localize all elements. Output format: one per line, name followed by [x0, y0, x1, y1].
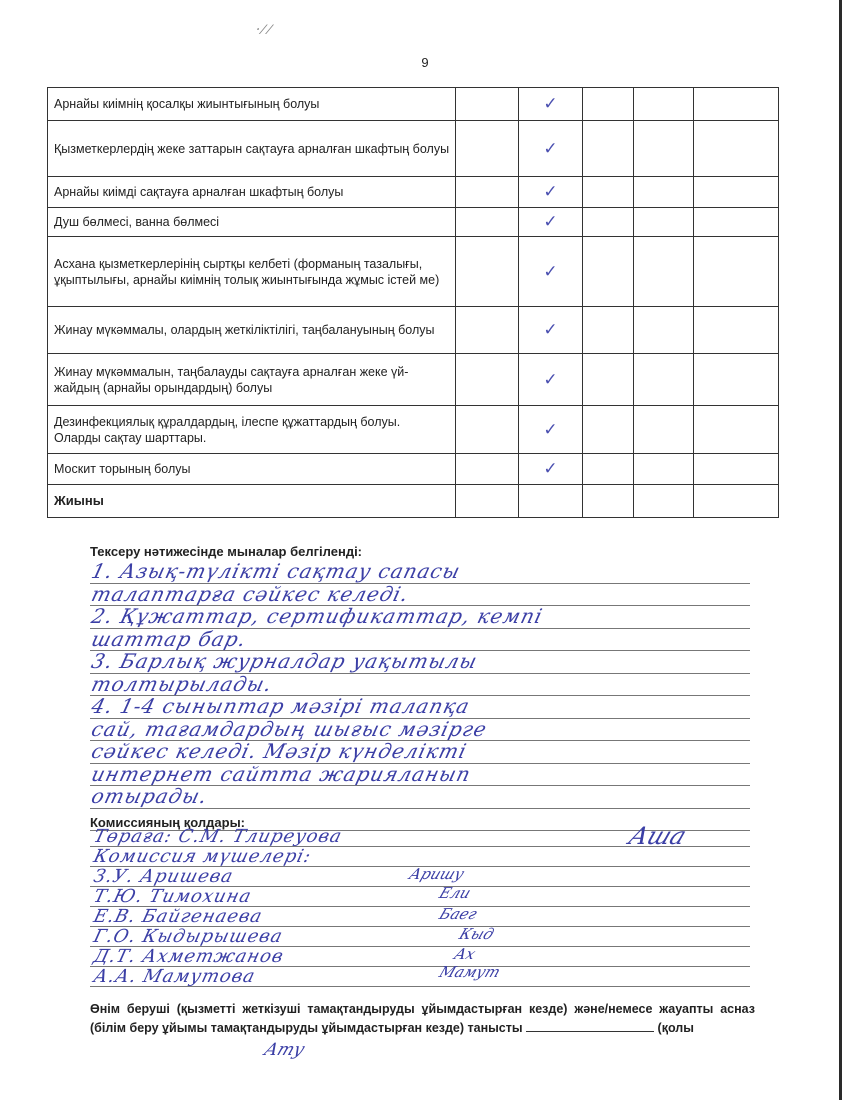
page-number: 9 — [421, 55, 429, 70]
handwritten-finding: 3. Барлық журналдар уақытылы — [89, 649, 481, 673]
footer-suffix: (қолы — [657, 1021, 694, 1035]
cell — [583, 307, 634, 354]
handwritten-finding: шаттар бар. — [89, 626, 250, 651]
commission-title: Комиссияның қолдары: — [90, 815, 246, 830]
cell — [634, 121, 694, 177]
check-mark: ✓ — [518, 208, 583, 237]
commission-member: Комиссия мүшелері: — [91, 846, 314, 867]
check-mark: ✓ — [518, 354, 583, 406]
cell — [693, 177, 778, 208]
cell — [456, 406, 518, 454]
cell — [634, 406, 694, 454]
cell — [693, 454, 778, 485]
cell — [583, 208, 634, 237]
commission-member: З.У. Аришева — [91, 866, 236, 887]
table-row — [48, 237, 779, 307]
top-marks: ⸱ ⁄ ⁄ — [255, 21, 272, 37]
row-label: Москит торының болуы — [48, 454, 456, 485]
row-label: Дезинфекциялық құралдардың, ілеспе құжаттардың болуы. Оларды сақтау шарттары. — [48, 406, 456, 454]
row-label: Жинау мүкәммалын, таңбалауды сақтауға арналған жеке үй-жайдың (арнайы орындардың) болуы — [48, 354, 456, 406]
cell — [583, 454, 634, 485]
member-signature: Аша — [624, 822, 691, 850]
cell — [456, 177, 518, 208]
check-mark: ✓ — [518, 406, 583, 454]
commission-member: Т.Ю. Тимохина — [91, 886, 254, 907]
row-label: Қызметкерлердің жеке заттарын сақтауға арналған шкафтың болуы — [48, 121, 456, 177]
member-signature: Баег — [436, 905, 480, 923]
table-row — [48, 307, 779, 354]
cell — [583, 237, 634, 307]
signature-blank — [526, 1031, 654, 1032]
member-signature: Ах — [451, 945, 479, 963]
member-signature: Ели — [436, 884, 474, 902]
cell — [693, 237, 778, 307]
table-row — [48, 121, 779, 177]
member-signature: Мамут — [436, 963, 503, 981]
member-signature: Кыд — [456, 925, 497, 943]
row-label: Душ бөлмесі, ванна бөлмесі — [48, 208, 456, 237]
footer-text: Өнім беруші (қызметті жеткізуші тамақтандыруды ұйымдастырған кезде) және/немесе жауапты асназ (білім беру ұйымы тамақтандыруды ұйымдастырған кезде) танысты — [90, 1002, 755, 1035]
row-label: Асхана қызметкерлерінің сыртқы келбеті (форманың тазалығы, ұқыптылығы, арнайы киімнің толық жиынтығында жұмыс істей ме) — [48, 237, 456, 307]
handwritten-finding: сәйкес келеді. Мәзір күнделікті — [89, 739, 470, 763]
cell — [456, 454, 518, 485]
check-mark: ✓ — [518, 307, 583, 354]
table-row — [48, 177, 779, 208]
footer-acknowledgement — [90, 1000, 755, 1038]
row-label: Арнайы киімнің қосалқы жиынтығының болуы — [48, 88, 456, 121]
cell — [634, 307, 694, 354]
cell — [693, 208, 778, 237]
findings-title: Тексеру нәтижесінде мыналар белгіленді: — [90, 544, 363, 559]
scan-edge — [839, 0, 842, 1100]
cell — [634, 88, 694, 121]
cell — [634, 177, 694, 208]
cell — [456, 88, 518, 121]
cell — [456, 307, 518, 354]
cell — [634, 454, 694, 485]
check-mark: ✓ — [518, 177, 583, 208]
table-row — [48, 88, 779, 121]
check-mark: ✓ — [518, 88, 583, 121]
handwritten-finding: сай, тағамдардың шығыс мәзірге — [89, 716, 490, 741]
handwritten-finding: толтырылады. — [89, 671, 276, 696]
handwritten-finding: 2. Құжаттар, сертификаттар, кемпі — [89, 604, 546, 628]
row-label: Арнайы киімді сақтауға арналған шкафтың болуы — [48, 177, 456, 208]
checklist-table — [47, 87, 779, 518]
cell — [456, 208, 518, 237]
commission-member: Д.Т. Ахметжанов — [91, 946, 287, 967]
cell — [634, 208, 694, 237]
cell — [693, 406, 778, 454]
cell — [456, 237, 518, 307]
check-mark: ✓ — [518, 237, 583, 307]
cell — [693, 121, 778, 177]
commission-member: А.А. Мамутова — [91, 966, 258, 987]
total-label: Жиыны — [48, 485, 456, 518]
cell — [583, 406, 634, 454]
check-mark: ✓ — [518, 454, 583, 485]
handwritten-finding: талаптарға сәйкес келеді. — [89, 581, 412, 606]
footer-signature: Ату — [261, 1040, 308, 1060]
cell — [456, 354, 518, 406]
cell — [634, 237, 694, 307]
cell — [693, 307, 778, 354]
cell — [693, 88, 778, 121]
cell — [583, 177, 634, 208]
member-signature: Аришу — [406, 865, 467, 883]
table-row-total — [48, 485, 779, 518]
commission-member: Г.О. Кыдырышева — [91, 926, 286, 947]
cell — [583, 88, 634, 121]
cell — [456, 121, 518, 177]
handwritten-finding: 1. Азық-түлікті сақтау сапасы — [89, 559, 464, 583]
cell — [583, 121, 634, 177]
table-row — [48, 208, 779, 237]
table-row — [48, 354, 779, 406]
commission-member: Е.В. Байгенаева — [91, 906, 265, 927]
table-row — [48, 454, 779, 485]
row-label: Жинау мүкәммалы, олардың жеткіліктілігі, таңбалануының болуы — [48, 307, 456, 354]
cell — [583, 354, 634, 406]
cell — [693, 354, 778, 406]
table-row — [48, 406, 779, 454]
cell — [634, 354, 694, 406]
handwritten-finding: интернет сайтта жарияланып — [89, 761, 474, 786]
handwritten-finding: отырады. — [89, 784, 211, 808]
check-mark: ✓ — [518, 121, 583, 177]
handwritten-finding: 4. 1-4 сыныптар мәзірі талапқа — [89, 694, 473, 718]
commission-member: Төраға: С.М. Тлиреуова — [91, 826, 345, 847]
